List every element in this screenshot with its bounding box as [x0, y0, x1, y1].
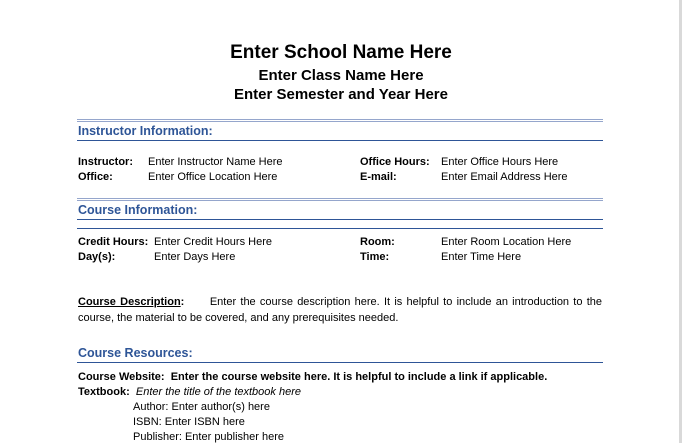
- description-text: Enter the course description here. It is helpful to include an introduction to the course, the material to be covered, and any prerequisites needed.: [78, 296, 603, 324]
- textbook-colon: :: [126, 386, 130, 398]
- course-description: [78, 294, 602, 326]
- room-label: Room:: [360, 236, 395, 248]
- instructor-label: Instructor:: [78, 156, 133, 168]
- email-label: E-mail:: [360, 171, 397, 183]
- instructor-section-header: [77, 119, 603, 141]
- textbook-isbn: ISBN: Enter ISBN here: [133, 416, 245, 428]
- section-heading: Course Resources:: [77, 345, 603, 363]
- time-value: Enter Time Here: [441, 251, 522, 263]
- instructor-value: Enter Instructor Name Here: [148, 156, 283, 168]
- course-website-line: [78, 371, 547, 384]
- semester-year: Enter Semester and Year Here: [233, 86, 448, 103]
- time-label: Time:: [360, 251, 390, 263]
- credit-hours-value: Enter Credit Hours Here: [154, 236, 272, 248]
- course-section-header: [77, 198, 603, 220]
- website-label: Course Website:: [78, 371, 165, 383]
- office-hours-value: Enter Office Hours Here: [441, 156, 559, 168]
- resources-section-header: [77, 345, 603, 363]
- section-heading: Instructor Information:: [77, 122, 603, 141]
- description-colon: :: [180, 296, 185, 308]
- class-name: Enter Class Name Here: [258, 67, 424, 84]
- school-name: Enter School Name Here: [230, 42, 452, 63]
- textbook-author: Author: Enter author(s) here: [133, 401, 270, 413]
- email-value: Enter Email Address Here: [441, 171, 568, 183]
- textbook-line: [78, 386, 301, 399]
- room-value: Enter Room Location Here: [441, 236, 572, 248]
- credit-hours-label: Credit Hours:: [78, 236, 149, 248]
- website-value: Enter the course website here. It is helpful to include a link if applicable.: [170, 371, 548, 383]
- days-value: Enter Days Here: [154, 251, 236, 263]
- days-label: Day(s):: [78, 251, 116, 263]
- textbook-label: Textbook: [78, 386, 127, 398]
- section-divider: [77, 228, 603, 229]
- office-value: Enter Office Location Here: [148, 171, 278, 183]
- description-label: Course Description: [78, 296, 181, 308]
- textbook-title: Enter the title of the textbook here: [135, 386, 301, 398]
- section-heading: Course Information:: [77, 201, 603, 220]
- office-hours-label: Office Hours:: [360, 156, 430, 168]
- textbook-publisher: Publisher: Enter publisher here: [133, 431, 285, 443]
- office-label: Office:: [78, 171, 113, 183]
